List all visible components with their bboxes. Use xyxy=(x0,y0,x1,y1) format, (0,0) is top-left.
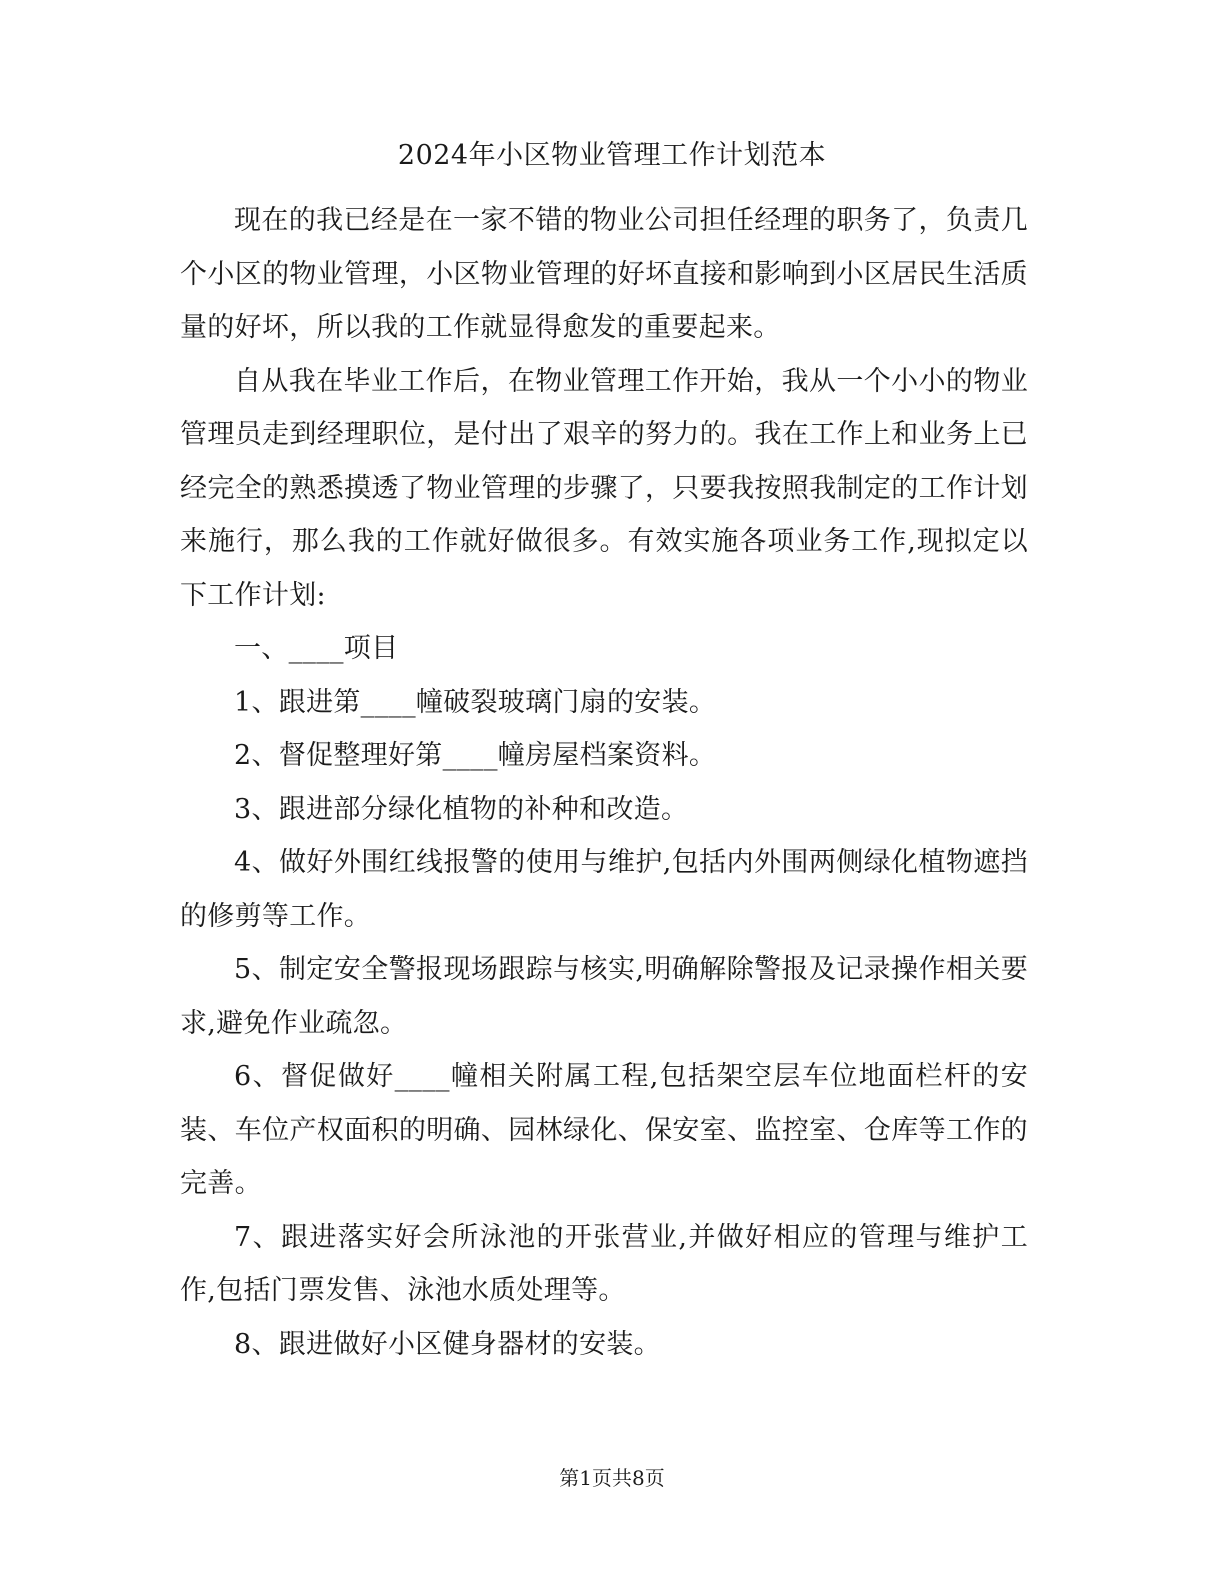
page-number-footer: 第1页共8页 xyxy=(559,1466,665,1490)
document-title: 2024年小区物业管理工作计划范本 xyxy=(397,140,827,171)
list-item-1: 1、跟进第____幢破裂玻璃门扇的安装。 xyxy=(234,686,717,718)
list-item-7: 7、跟进落实好会所泳池的开张营业,并做好相应的管理与维护工作,包括门票发售、泳池水质处理等。 xyxy=(180,1221,1028,1306)
list-item-5: 5、制定安全警报现场跟踪与核实,明确解除警报及记录操作相关要求,避免作业疏忽。 xyxy=(180,954,1028,1039)
list-item-3: 3、跟进部分绿化植物的补种和改造。 xyxy=(234,793,689,825)
section-heading-project: 一、____项目 xyxy=(234,633,399,664)
list-item-8: 8、跟进做好小区健身器材的安装。 xyxy=(234,1328,661,1360)
paragraph-background: 自从我在毕业工作后，在物业管理工作开始，我从一个小小的物业管理员走到经理职位，是付出了艰辛的努力的。我在工作上和业务上已经完全的熟悉摸透了物业管理的步骤了，只要我按照我制定的工作计划来施行，那么我的工作就好做很多。有效实施各项业务工作,现拟定以下工作计划: xyxy=(180,365,1028,611)
document-body xyxy=(180,194,1028,1371)
paragraph-intro: 现在的我已经是在一家不错的物业公司担任经理的职务了，负责几个小区的物业管理，小区物业管理的好坏直接和影响到小区居民生活质量的好坏，所以我的工作就显得愈发的重要起来。 xyxy=(180,205,1028,343)
list-item-4: 4、做好外围红线报警的使用与维护,包括内外围两侧绿化植物遮挡的修剪等工作。 xyxy=(180,847,1028,932)
list-item-6: 6、督促做好____幢相关附属工程,包括架空层车位地面栏杆的安装、车位产权面积的明确、园林绿化、保安室、监控室、仓库等工作的完善。 xyxy=(180,1061,1028,1199)
list-item-2: 2、督促整理好第____幢房屋档案资料。 xyxy=(234,740,717,771)
